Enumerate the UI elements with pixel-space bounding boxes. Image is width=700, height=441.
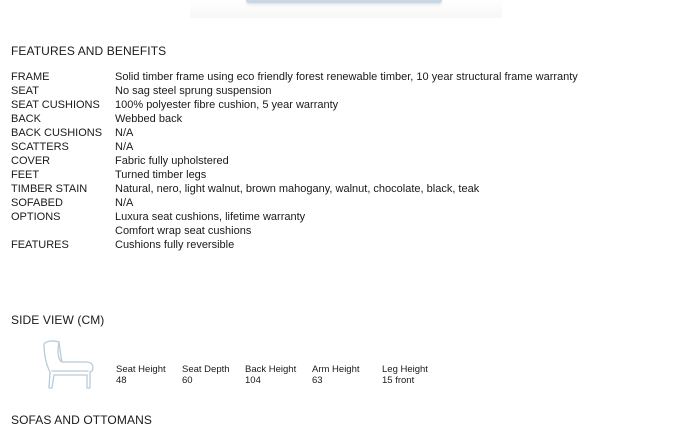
armchair-side-icon (40, 338, 96, 392)
spec-value: Turned timber legs (115, 169, 207, 181)
spec-value: N/A (115, 141, 134, 153)
spec-value: N/A (115, 127, 134, 139)
spec-row-cover (11, 154, 691, 168)
dimension-arm-height: Arm Height 63 (312, 364, 360, 386)
spec-row-back-cushions (11, 126, 691, 140)
spec-label: SEAT (11, 85, 39, 97)
side-view-heading: SIDE VIEW (CM) (11, 313, 105, 327)
spec-row-features (11, 238, 691, 252)
spec-label: OPTIONS (11, 211, 61, 223)
spec-value: Webbed back (115, 113, 183, 125)
spec-row-seat (11, 84, 691, 98)
spec-value: No sag steel sprung suspension (115, 85, 272, 97)
spec-row-feet (11, 168, 691, 182)
product-image-bottom-edge (190, 0, 502, 18)
spec-label: SCATTERS (11, 141, 69, 153)
spec-label: BACK (11, 113, 41, 125)
spec-row-sofabed (11, 196, 691, 210)
features-table (11, 70, 691, 252)
features-heading: FEATURES AND BENEFITS (11, 44, 167, 58)
spec-label: TIMBER STAIN (11, 183, 88, 195)
spec-row-back (11, 112, 691, 126)
spec-label: COVER (11, 155, 51, 167)
spec-row-scatters (11, 140, 691, 154)
dimension-seat-depth: Seat Depth 60 (182, 364, 230, 386)
spec-value: N/A (115, 197, 134, 209)
spec-label: FRAME (11, 71, 50, 83)
spec-label: BACK CUSHIONS (11, 127, 103, 139)
sofas-ottomans-heading: SOFAS AND OTTOMANS (11, 413, 152, 427)
dimension-back-height: Back Height 104 (245, 364, 297, 386)
spec-label: SEAT CUSHIONS (11, 99, 100, 111)
spec-value: Fabric fully upholstered (115, 155, 229, 167)
spec-value: Luxura seat cushions, lifetime warranty Comfort wrap seat cushions (115, 211, 306, 237)
spec-label: SOFABED (11, 197, 63, 209)
spec-row-options (11, 210, 691, 238)
spec-row-seat-cushions (11, 98, 691, 112)
spec-value: Cushions fully reversible (115, 239, 235, 251)
dimension-leg-height: Leg Height 15 front (382, 364, 428, 386)
spec-label: FEATURES (11, 239, 69, 251)
dimension-seat-height: Seat Height 48 (116, 364, 166, 386)
spec-value: 100% polyester fibre cushion, 5 year warranty (115, 99, 339, 111)
spec-value: Natural, nero, light walnut, brown mahogany, walnut, chocolate, black, teak (115, 183, 480, 195)
spec-row-timber-stain (11, 182, 691, 196)
spec-label: FEET (11, 169, 40, 181)
spec-row-frame (11, 70, 691, 84)
spec-value: Solid timber frame using eco friendly forest renewable timber, 10 year structural frame warranty (115, 71, 578, 83)
product-image-shadow (246, 0, 442, 3)
